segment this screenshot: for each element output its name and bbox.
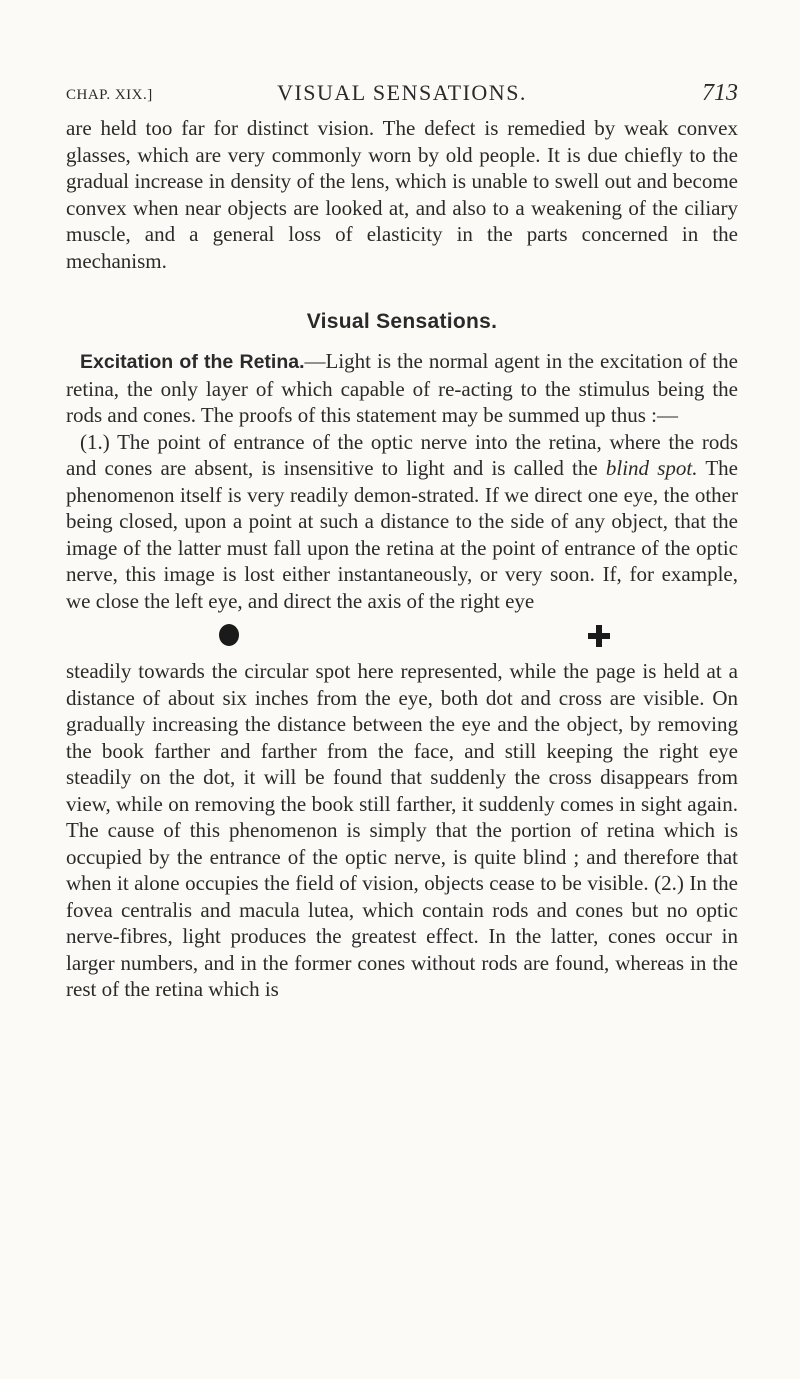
filled-circle-dot-icon [219,624,239,646]
point-one-rest: The phenomenon itself is very readily demon-strated. If we direct one eye, the other being closed, upon a point at such a distance to the side of any object, that the image of the latter must fall upon the retina at the point of entrance of the optic nerve, this image is lost either instantaneously, or very soon. If, for example, we close the left eye, and direct the axis of the right eye [66,456,739,613]
running-head [66,80,738,110]
blind-spot-figure [66,614,738,658]
chapter-label: CHAP. XIX.] [66,87,153,103]
text-block [66,115,738,1003]
page-number: 713 [702,80,738,106]
after-figure-paragraph: steadily towards the circular spot here represented, while the page is held at a distance of about six inches from the eye, both dot and cross are visible. On gradually increasing the distance between the eye and the object, by removing the book farther and farther from the face, and still keeping the right eye steadily on the dot, it will be found that suddenly the cross disappears from view, while on removing the book still farther, it suddenly comes in sight again. The cause of this phenomenon is simply that the portion of retina which is occupied by the entrance of the optic nerve, is quite blind ; and therefore that when it alone occupies the field of vision, objects cease to be visible. (2.) In the fovea centralis and macula lutea, which contain rods and cones but no optic nerve-fibres, light produces the greatest effect. In the latter, cones occur in larger numbers, and in the former cones without rods are found, whereas in the rest of the retina which is [66,659,738,1001]
excitation-paragraph [66,348,738,429]
section-heading: Visual Sensations. [306,310,498,333]
plus-cross-icon [588,625,610,647]
excitation-text: —Light is the normal agent in the excitation of the retina, the only layer of which capable of re-acting to the stimulus being the rods and cones. The proofs of this statement may be summed up thus :— [66,349,739,427]
running-title: VISUAL SENSATIONS. [277,80,527,105]
point-one-paragraph [66,429,738,615]
blind-spot-term: blind spot. [605,456,698,480]
excitation-run-in-heading: Excitation of the Retina. [80,351,305,373]
continuation-paragraph: are held too far for distinct vision. The defect is remedied by weak convex glasses, which are very commonly worn by old people. It is due chiefly to the gradual increase in density of the lens, which is unable to swell out and become convex when near objects are looked at, and also to a weakening of the ciliary muscle, and a general loss of elasticity in the parts concerned in the mechanism. [66,116,738,273]
point-one-lead: (1.) The point of entrance of the optic nerve into the retina, where the rods and cones are absent, is insensitive to light and is called the [66,429,738,480]
